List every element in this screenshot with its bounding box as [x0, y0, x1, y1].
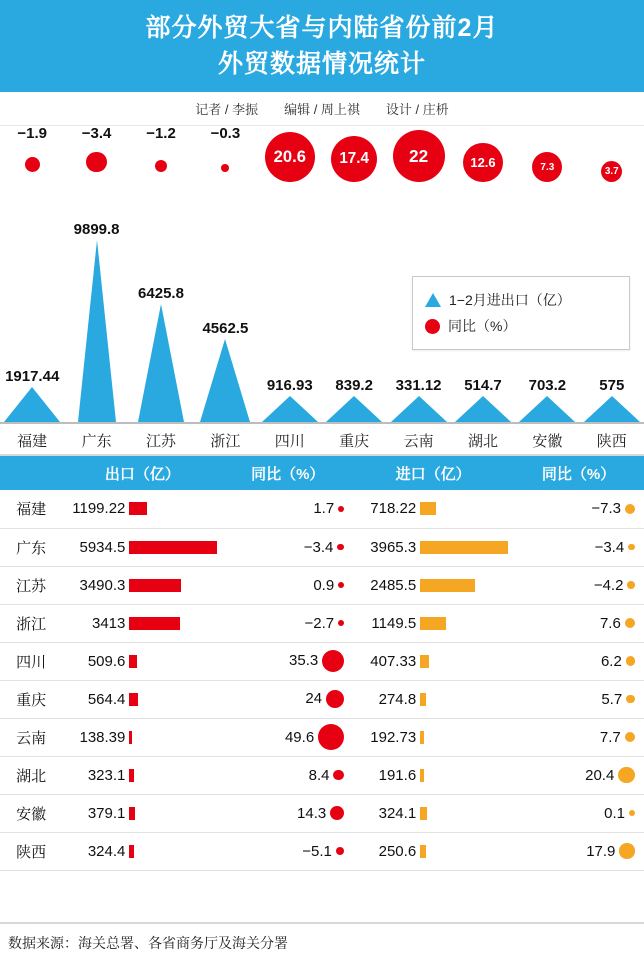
- value-bar: [129, 502, 147, 515]
- axis-label-重庆: 重庆: [339, 433, 370, 450]
- cell-import-yoy: [513, 794, 644, 832]
- circle-icon: [618, 767, 635, 784]
- triangle-icon: [425, 293, 441, 307]
- volume-label: 9899.8: [73, 221, 120, 238]
- volume-bar-四川: [258, 377, 322, 422]
- table-row: [0, 566, 644, 604]
- axis-label-云南: 云南: [403, 433, 434, 450]
- credit-editor: 编辑 / 周上祺: [284, 102, 360, 117]
- table-row: [0, 490, 644, 528]
- cell-import: [353, 794, 513, 832]
- value-text: 379.1: [87, 804, 126, 822]
- cell-province: 重庆: [0, 680, 62, 718]
- cell-export-yoy: [222, 832, 353, 870]
- value-bar: [420, 655, 429, 668]
- value-bar: [420, 731, 424, 744]
- page-title-line1: 部分外贸大省与内陆省份前2月: [145, 14, 499, 42]
- value-text: 509.6: [87, 652, 126, 670]
- cell-export: [62, 718, 222, 756]
- triangle-icon: [391, 396, 447, 422]
- yoy-bubble-label: 17.4: [331, 136, 377, 182]
- circle-icon: [338, 506, 344, 512]
- value-text: 1199.22: [72, 500, 126, 518]
- volume-label: 916.93: [266, 377, 313, 394]
- yoy-bubble-江苏: [129, 126, 193, 172]
- axis-label-陕西: 陕西: [596, 433, 627, 450]
- value-bar: [129, 617, 180, 630]
- chart-x-axis: [0, 422, 644, 456]
- value-text: 3965.3: [370, 538, 417, 556]
- cell-export-yoy: [222, 680, 353, 718]
- value-bar: [129, 579, 181, 592]
- cell-province: 湖北: [0, 756, 62, 794]
- volume-label: 6425.8: [138, 285, 184, 302]
- circle-icon: [629, 810, 635, 816]
- value-text: −3.4: [594, 538, 625, 556]
- value-bar: [129, 655, 137, 668]
- circle-icon: [25, 157, 40, 172]
- cell-import-yoy: [513, 718, 644, 756]
- circle-icon: [336, 847, 344, 855]
- circle-icon: [318, 724, 344, 750]
- value-text: 7.7: [599, 728, 621, 746]
- yoy-bubble-label: 22: [393, 130, 445, 182]
- cell-import-yoy: [513, 566, 644, 604]
- value-bar: [420, 541, 508, 554]
- volume-bar-浙江: [193, 320, 257, 422]
- value-text: −3.4: [303, 538, 334, 556]
- circle-icon: [322, 650, 344, 672]
- cell-import: [353, 490, 513, 528]
- value-text: 1.7: [313, 500, 335, 518]
- value-text: 192.73: [370, 728, 417, 746]
- axis-label-广东: 广东: [81, 433, 112, 450]
- col-import: 进口（亿）: [353, 456, 513, 490]
- table-row: [0, 604, 644, 642]
- credits-bar: [0, 92, 644, 126]
- value-text: 24: [305, 690, 323, 708]
- volume-label: 514.7: [464, 377, 502, 394]
- triangle-icon: [326, 396, 382, 422]
- value-text: 407.33: [370, 652, 417, 670]
- circle-icon: [338, 582, 344, 588]
- circle-icon: [337, 544, 344, 551]
- value-text: −5.1: [302, 842, 332, 860]
- yoy-bubble-福建: [0, 126, 64, 172]
- cell-province: 广东: [0, 528, 62, 566]
- legend-label-yoy: 同比（%）: [448, 318, 517, 334]
- value-text: −2.7: [304, 614, 335, 632]
- cell-import-yoy: [513, 832, 644, 870]
- page-header: [0, 0, 644, 92]
- triangle-icon: [262, 396, 318, 422]
- cell-export-yoy: [222, 794, 353, 832]
- source-text: 数据来源：海关总署、各省商务厅及海关分署: [8, 935, 288, 951]
- cell-import-yoy: [513, 604, 644, 642]
- circle-icon: [625, 732, 635, 742]
- circle-icon: [625, 504, 635, 514]
- trade-data-table: [0, 456, 644, 871]
- circle-icon: [625, 618, 635, 628]
- circle-icon: [155, 160, 167, 172]
- volume-label: 703.2: [528, 377, 567, 394]
- cell-import: [353, 528, 513, 566]
- cell-import-yoy: [513, 642, 644, 680]
- triangle-icon: [519, 396, 575, 422]
- cell-export: [62, 604, 222, 642]
- cell-import-yoy: [513, 528, 644, 566]
- value-bar: [129, 541, 217, 554]
- table-row: [0, 756, 644, 794]
- yoy-bubble-四川: [258, 126, 322, 182]
- source-note: [0, 922, 644, 962]
- value-text: 17.9: [586, 842, 616, 860]
- legend-item-yoy: [425, 313, 617, 339]
- yoy-bubble-云南: [387, 126, 451, 182]
- value-bar: [129, 731, 132, 744]
- value-text: 564.4: [87, 690, 126, 708]
- yoy-bubble-浙江: [193, 126, 257, 172]
- cell-province: 云南: [0, 718, 62, 756]
- value-text: 7.6: [599, 614, 621, 632]
- value-text: 2485.5: [370, 576, 417, 594]
- cell-province: 四川: [0, 642, 62, 680]
- volume-bar-江苏: [129, 285, 193, 422]
- volume-label: 4562.5: [202, 320, 249, 337]
- triangle-icon: [584, 396, 640, 422]
- chart-area: [0, 126, 644, 456]
- value-text: 0.1: [604, 804, 625, 822]
- cell-province: 安徽: [0, 794, 62, 832]
- volume-bar-广东: [65, 221, 129, 422]
- circle-icon: [86, 152, 106, 172]
- axis-label-湖北: 湖北: [467, 433, 498, 450]
- axis-label-安徽: 安徽: [532, 433, 563, 450]
- cell-import-yoy: [513, 756, 644, 794]
- volume-label: 1917.44: [5, 368, 60, 385]
- col-export-yoy: 同比（%）: [222, 456, 353, 490]
- value-text: 14.3: [297, 804, 327, 822]
- legend-item-volume: [425, 287, 617, 313]
- table-row: [0, 642, 644, 680]
- table-row: [0, 794, 644, 832]
- volume-bar-福建: [0, 368, 64, 422]
- value-text: 323.1: [87, 766, 126, 784]
- col-province: [0, 456, 62, 490]
- cell-export-yoy: [222, 604, 353, 642]
- value-text: 191.6: [378, 766, 417, 784]
- table-row: [0, 680, 644, 718]
- volume-label: 575: [599, 377, 625, 394]
- value-bar: [420, 845, 426, 858]
- circle-icon: [221, 164, 229, 172]
- triangle-icon: [138, 304, 184, 422]
- cell-export: [62, 642, 222, 680]
- credit-reporter: 记者 / 李振: [195, 102, 259, 117]
- circle-icon: [619, 843, 635, 859]
- value-text: 3413: [92, 614, 126, 632]
- circle-icon: [626, 656, 635, 665]
- cell-export: [62, 794, 222, 832]
- value-bar: [420, 693, 426, 706]
- value-text: 5.7: [601, 690, 623, 708]
- cell-export-yoy: [222, 490, 353, 528]
- cell-import: [353, 604, 513, 642]
- yoy-bubble-label: −3.4: [81, 125, 112, 142]
- volume-bar-湖北: [451, 377, 515, 422]
- cell-import: [353, 566, 513, 604]
- yoy-bubble-label: 12.6: [463, 143, 502, 182]
- yoy-bubble-label: −0.3: [210, 125, 241, 142]
- triangle-icon: [200, 339, 250, 422]
- cell-export: [62, 832, 222, 870]
- cell-export: [62, 680, 222, 718]
- cell-province: 江苏: [0, 566, 62, 604]
- page-title-line2: 外贸数据情况统计: [217, 50, 426, 78]
- yoy-bubble-label: −1.2: [146, 125, 176, 142]
- cell-export-yoy: [222, 756, 353, 794]
- cell-export: [62, 756, 222, 794]
- table-header-row: [0, 456, 644, 490]
- table-row: [0, 528, 644, 566]
- value-text: 20.4: [585, 766, 615, 784]
- circle-icon: [425, 319, 440, 334]
- cell-import: [353, 680, 513, 718]
- volume-bar-云南: [387, 377, 451, 422]
- cell-province: 浙江: [0, 604, 62, 642]
- yoy-bubble-label: 3.7: [601, 161, 622, 182]
- triangle-icon: [455, 396, 511, 422]
- value-text: 5934.5: [79, 538, 126, 556]
- value-bar: [420, 769, 424, 782]
- cell-import-yoy: [513, 490, 644, 528]
- axis-label-浙江: 浙江: [210, 433, 241, 450]
- chart-legend: [412, 276, 630, 350]
- circle-icon: [627, 581, 635, 589]
- value-text: 138.39: [79, 728, 126, 746]
- value-text: −4.2: [593, 576, 624, 594]
- circle-icon: [626, 695, 635, 704]
- value-bar: [129, 769, 134, 782]
- value-text: 324.4: [87, 842, 126, 860]
- value-bar: [129, 845, 134, 858]
- yoy-bubble-重庆: [322, 126, 386, 182]
- triangle-icon: [78, 240, 116, 422]
- cell-import-yoy: [513, 680, 644, 718]
- value-bar: [420, 502, 436, 515]
- circle-icon: [330, 806, 344, 820]
- value-text: 35.3: [289, 652, 319, 670]
- cell-import: [353, 642, 513, 680]
- value-bar: [129, 693, 137, 706]
- value-text: 324.1: [378, 804, 417, 822]
- cell-export: [62, 528, 222, 566]
- axis-label-福建: 福建: [17, 433, 48, 450]
- volume-bar-安徽: [515, 377, 579, 422]
- yoy-bubble-湖北: [451, 126, 515, 182]
- value-text: 6.2: [600, 652, 622, 670]
- col-export: 出口（亿）: [62, 456, 222, 490]
- value-text: 49.6: [284, 728, 315, 746]
- yoy-bubble-row: [0, 126, 644, 192]
- value-bar: [129, 807, 135, 820]
- triangle-icon: [4, 387, 60, 422]
- circle-icon: [338, 620, 344, 626]
- circle-icon: [628, 544, 635, 551]
- cell-export-yoy: [222, 566, 353, 604]
- value-text: 718.22: [370, 500, 417, 518]
- value-text: 250.6: [378, 842, 417, 860]
- volume-bar-重庆: [322, 377, 386, 422]
- value-bar: [420, 579, 475, 592]
- cell-province: 福建: [0, 490, 62, 528]
- value-bar: [420, 617, 446, 630]
- legend-label-volume: 1−2月进出口（亿）: [449, 292, 571, 308]
- cell-export-yoy: [222, 718, 353, 756]
- axis-label-江苏: 江苏: [145, 433, 176, 450]
- circle-icon: [326, 690, 344, 708]
- value-text: 0.9: [313, 576, 335, 594]
- cell-import: [353, 832, 513, 870]
- cell-export: [62, 490, 222, 528]
- value-text: −7.3: [591, 500, 622, 518]
- volume-bar-陕西: [580, 377, 644, 422]
- cell-export-yoy: [222, 642, 353, 680]
- value-text: 8.4: [308, 766, 330, 784]
- cell-province: 陕西: [0, 832, 62, 870]
- yoy-bubble-label: −1.9: [17, 125, 47, 142]
- yoy-bubble-陕西: [580, 126, 644, 182]
- value-text: 3490.3: [79, 576, 126, 594]
- axis-label-四川: 四川: [274, 433, 305, 450]
- table-row: [0, 832, 644, 870]
- value-bar: [420, 807, 427, 820]
- table-row: [0, 718, 644, 756]
- yoy-bubble-安徽: [515, 126, 579, 182]
- cell-export: [62, 566, 222, 604]
- value-text: 1149.5: [371, 614, 417, 632]
- cell-import: [353, 756, 513, 794]
- circle-icon: [333, 770, 344, 781]
- col-import-yoy: 同比（%）: [513, 456, 644, 490]
- value-text: 274.8: [378, 690, 417, 708]
- credit-designer: 设计 / 庄枡: [385, 102, 449, 117]
- yoy-bubble-label: 20.6: [265, 132, 315, 182]
- cell-export-yoy: [222, 528, 353, 566]
- yoy-bubble-广东: [65, 126, 129, 172]
- volume-label: 839.2: [335, 377, 373, 394]
- yoy-bubble-label: 7.3: [532, 152, 562, 182]
- volume-label: 331.12: [395, 377, 442, 394]
- cell-import: [353, 718, 513, 756]
